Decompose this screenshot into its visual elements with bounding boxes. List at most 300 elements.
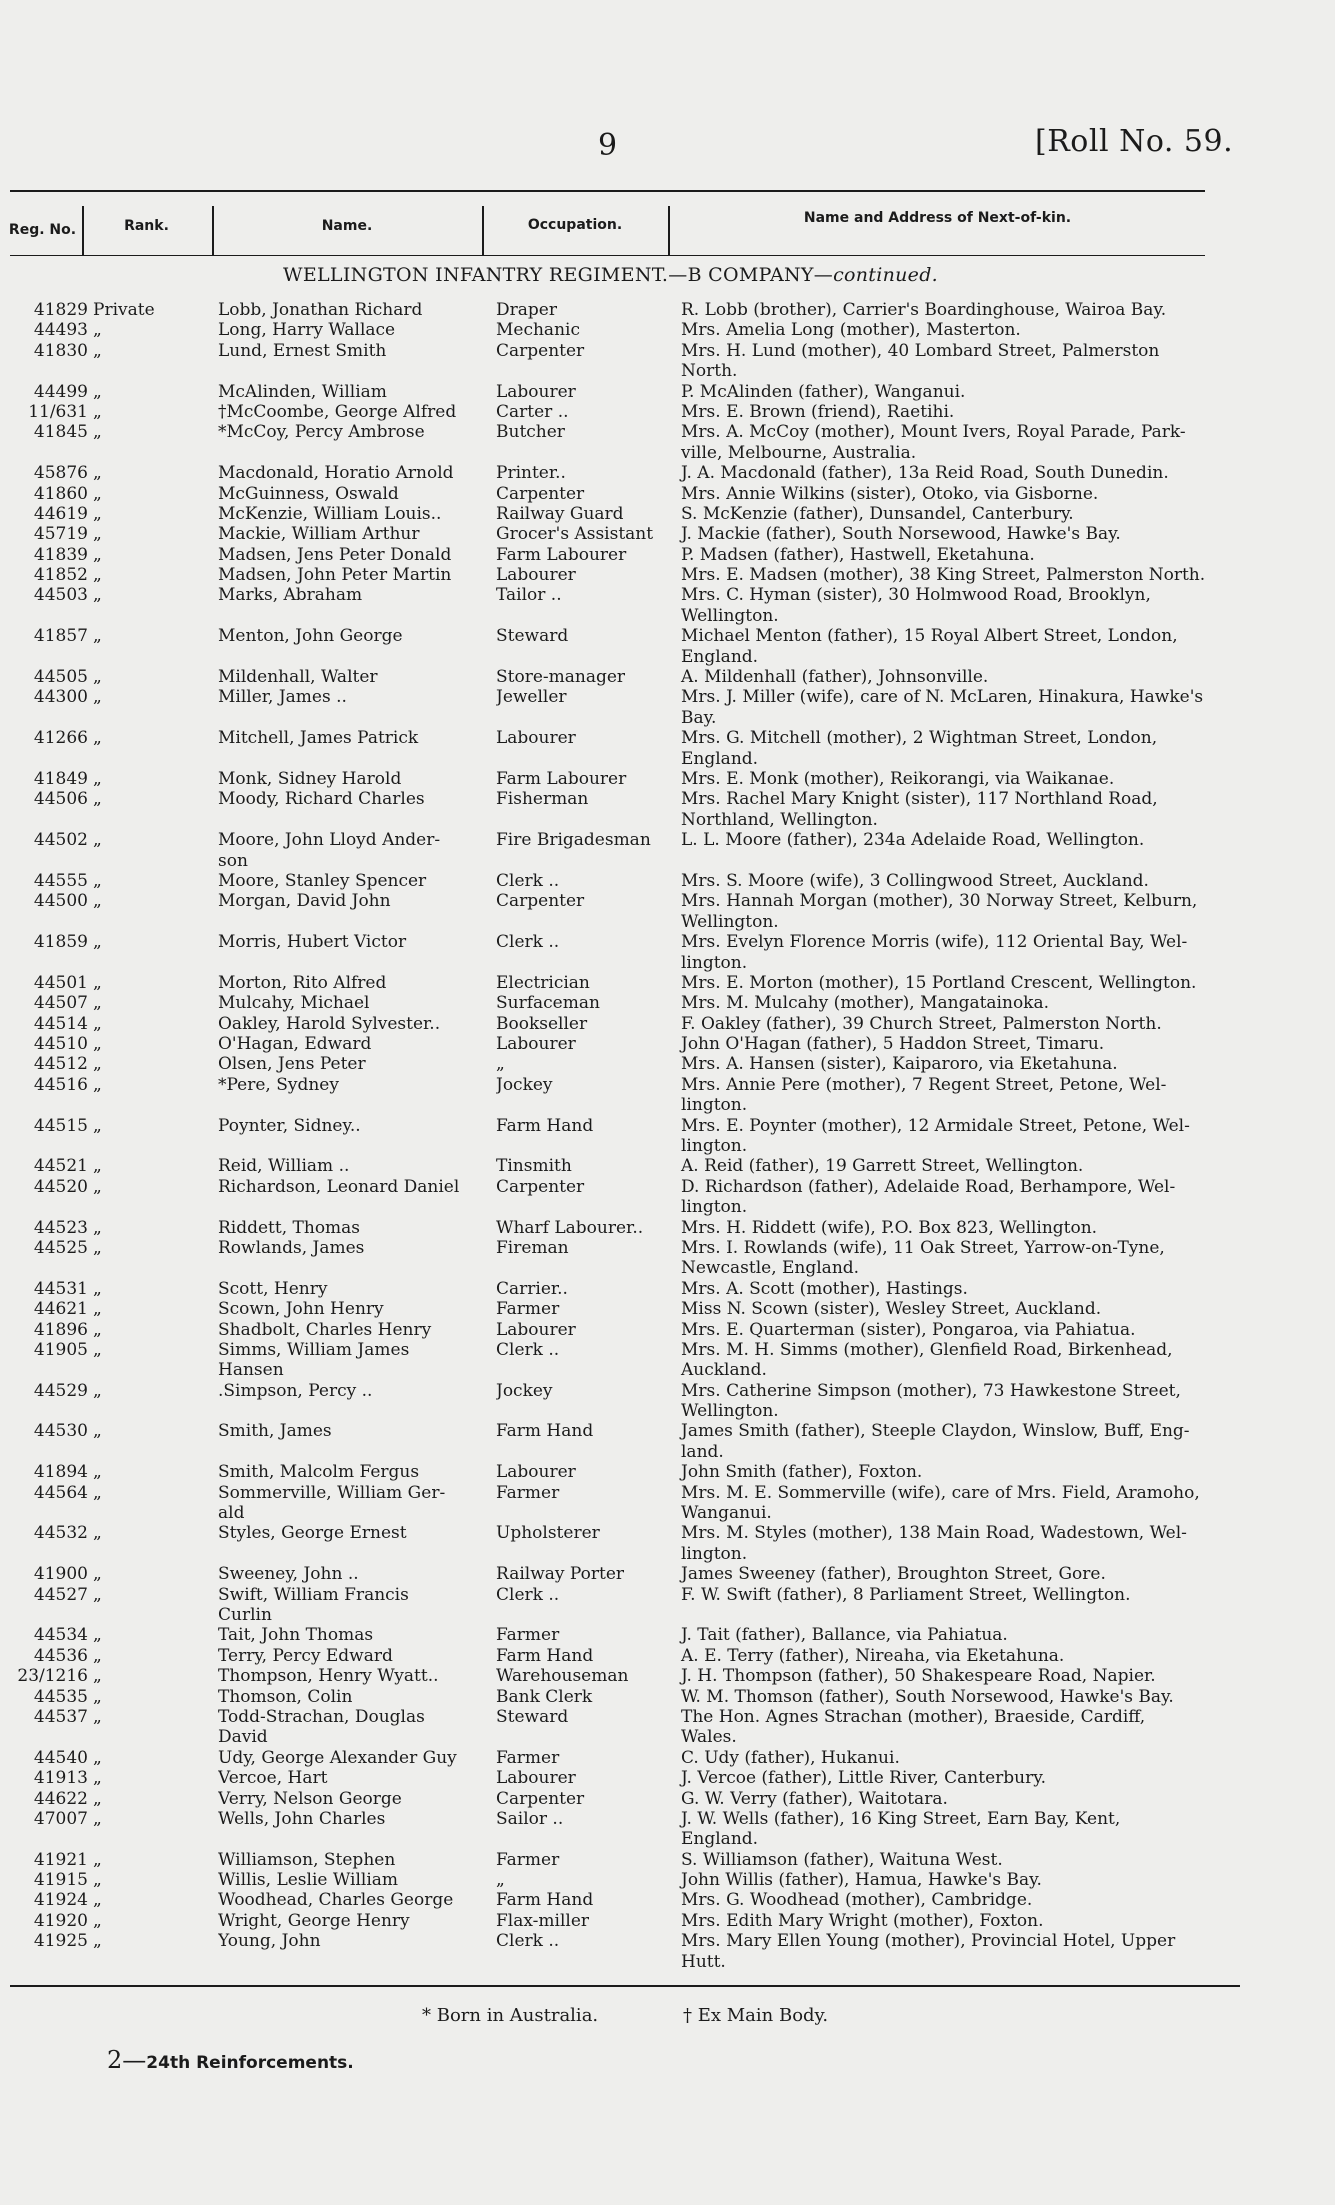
rank-cell: „ <box>93 463 102 484</box>
name-cell: Scott, Henry <box>218 1278 328 1299</box>
reg-no-cell: 41839 <box>33 544 88 565</box>
next-of-kin-cell: Mrs. M. H. Simms (mother), Glenfield Road, Birkenhead, <box>681 1339 1173 1360</box>
occupation-cell: Farm Labourer <box>496 544 627 565</box>
next-of-kin-cell: Mrs. I. Rowlands (wife), 11 Oak Street, Yarrow-on-Tyne, <box>681 1237 1165 1258</box>
next-of-kin-cell: Mrs. A. Hansen (sister), Kaiparoro, via Eketahuna. <box>681 1054 1118 1075</box>
rank-cell: „ <box>93 1788 102 1809</box>
roll-entry-row <box>0 1544 1335 1564</box>
rank-cell: „ <box>93 1013 102 1034</box>
reg-no-cell: 44515 <box>33 1115 88 1136</box>
reg-no-cell: 47007 <box>33 1808 88 1829</box>
rank-cell: „ <box>93 789 102 810</box>
next-of-kin-cell: F. Oakley (father), 39 Church Street, Palmerston North. <box>681 1013 1162 1034</box>
reg-no-cell: 44499 <box>33 381 88 402</box>
next-of-kin-cell: John Willis (father), Hamua, Hawke's Bay. <box>681 1870 1042 1891</box>
name-cell: Hansen <box>218 1360 284 1381</box>
roll-entry-row <box>0 1829 1335 1849</box>
next-of-kin-cell: Mrs. Evelyn Florence Morris (wife), 112 Oriental Bay, Wel- <box>681 932 1188 953</box>
reg-no-cell: 41266 <box>33 728 88 749</box>
next-of-kin-cell: Mrs. H. Riddett (wife), P.O. Box 823, Wellington. <box>681 1217 1098 1238</box>
name-cell: Tait, John Thomas <box>218 1625 374 1646</box>
roll-entry-row <box>0 1197 1335 1217</box>
next-of-kin-cell: Hutt. <box>681 1951 726 1972</box>
next-of-kin-cell: C. Udy (father), Hukanui. <box>681 1747 900 1768</box>
next-of-kin-cell: J. A. Macdonald (father), 13a Reid Road, South Dunedin. <box>681 463 1169 484</box>
rank-cell: „ <box>93 1706 102 1727</box>
reg-no-cell: 45719 <box>33 524 88 545</box>
roll-entry-row <box>0 443 1335 463</box>
reg-no-cell: 44521 <box>33 1156 88 1177</box>
occupation-cell: „ <box>496 1870 505 1891</box>
reg-no-cell: 23/1216 <box>17 1666 88 1687</box>
roll-entry-row <box>0 382 1335 402</box>
next-of-kin-cell: Mrs. M. E. Sommerville (wife), care of Mrs. Field, Aramoho, <box>681 1482 1200 1503</box>
reg-no-cell: 41925 <box>33 1931 88 1952</box>
occupation-cell: Draper <box>496 300 557 320</box>
rank-cell: „ <box>93 483 102 504</box>
reg-no-cell: 44501 <box>33 972 88 993</box>
name-cell: Mitchell, James Patrick <box>218 728 419 749</box>
roll-entry-row <box>0 667 1335 687</box>
rank-cell: „ <box>93 626 102 647</box>
column-header-next-of-kin: Name and Address of Next-of-kin. <box>803 210 1072 226</box>
rank-cell: „ <box>93 381 102 402</box>
roll-entry-row <box>0 1054 1335 1074</box>
name-cell: Mildenhall, Walter <box>218 667 378 688</box>
name-cell: David <box>218 1727 268 1748</box>
reg-no-cell: 44531 <box>33 1278 88 1299</box>
rank-cell: „ <box>93 585 102 606</box>
name-cell: Wright, George Henry <box>218 1910 410 1931</box>
occupation-cell: Tinsmith <box>496 1156 572 1177</box>
roll-entry-row <box>0 810 1335 830</box>
next-of-kin-cell: Mrs. Edith Mary Wright (mother), Foxton. <box>681 1910 1044 1931</box>
roll-entry-row <box>0 320 1335 340</box>
reg-no-cell: 41915 <box>33 1870 88 1891</box>
roll-entry-row <box>0 1136 1335 1156</box>
next-of-kin-cell: James Sweeney (father), Broughton Street, Gore. <box>681 1564 1106 1585</box>
occupation-cell: Tailor .. <box>496 585 562 606</box>
signature-dash: — <box>122 2046 147 2074</box>
next-of-kin-cell: Mrs. A. Scott (mother), Hastings. <box>681 1278 968 1299</box>
roll-entry-row <box>0 300 1335 320</box>
roll-entry-row <box>0 1177 1335 1197</box>
next-of-kin-cell: A. Reid (father), 19 Garrett Street, Wellington. <box>681 1156 1084 1177</box>
occupation-cell: Farmer <box>496 1299 560 1320</box>
name-cell: O'Hagan, Edward <box>218 1034 372 1055</box>
roll-entry-row <box>0 1299 1335 1319</box>
name-cell: Moore, John Lloyd Ander- <box>218 830 441 851</box>
next-of-kin-cell: Mrs. Rachel Mary Knight (sister), 117 Northland Road, <box>681 789 1158 810</box>
roll-entry-row <box>0 1911 1335 1931</box>
name-cell: Reid, William .. <box>218 1156 350 1177</box>
next-of-kin-cell: Wellington. <box>681 911 779 932</box>
rank-cell: „ <box>93 1564 102 1585</box>
rank-cell: „ <box>93 1380 102 1401</box>
roll-entry-row <box>0 626 1335 646</box>
name-cell: Lund, Ernest Smith <box>218 340 387 361</box>
rank-cell: „ <box>93 1156 102 1177</box>
reg-no-cell: 41913 <box>33 1768 88 1789</box>
name-cell: Marks, Abraham <box>218 585 363 606</box>
name-cell: Madsen, Jens Peter Donald <box>218 544 452 565</box>
name-cell: †McCoombe, George Alfred <box>218 401 457 422</box>
rank-cell: „ <box>93 320 102 341</box>
roll-entry-row <box>0 728 1335 748</box>
rank-cell: „ <box>93 667 102 688</box>
column-header-name: Name. <box>321 218 373 234</box>
next-of-kin-cell: ville, Melbourne, Australia. <box>681 442 917 463</box>
reg-no-cell: 41896 <box>33 1319 88 1340</box>
next-of-kin-cell: England. <box>681 646 759 667</box>
roll-entry-row <box>0 1666 1335 1686</box>
next-of-kin-cell: Mrs. G. Mitchell (mother), 2 Wightman Street, London, <box>681 728 1158 749</box>
occupation-cell: Carrier.. <box>496 1278 568 1299</box>
rank-cell: „ <box>93 687 102 708</box>
name-cell: Willis, Leslie William <box>218 1870 399 1891</box>
occupation-cell: Upholsterer <box>496 1523 600 1544</box>
name-cell: Wells, John Charles <box>218 1808 386 1829</box>
roll-entry-row <box>0 789 1335 809</box>
name-cell: Morton, Rito Alfred <box>218 972 387 993</box>
name-cell: Lobb, Jonathan Richard <box>218 300 423 320</box>
reg-no-cell: 44555 <box>33 870 88 891</box>
occupation-cell: Farm Labourer <box>496 768 627 789</box>
roll-entry-row <box>0 1014 1335 1034</box>
rank-cell: „ <box>93 1666 102 1687</box>
occupation-cell: Farmer <box>496 1747 560 1768</box>
next-of-kin-cell: A. Mildenhall (father), Johnsonville. <box>681 667 989 688</box>
next-of-kin-cell: Mrs. S. Moore (wife), 3 Collingwood Street, Auckland. <box>681 870 1149 891</box>
roll-entry-row <box>0 1442 1335 1462</box>
reg-no-cell: 44619 <box>33 503 88 524</box>
rank-cell: „ <box>93 728 102 749</box>
occupation-cell: Carpenter <box>496 1788 585 1809</box>
rank-cell: „ <box>93 1645 102 1666</box>
name-cell: Simms, William James <box>218 1339 410 1360</box>
occupation-cell: Sailor .. <box>496 1808 564 1829</box>
reg-no-cell: 41920 <box>33 1910 88 1931</box>
next-of-kin-cell: Mrs. E. Morton (mother), 15 Portland Crescent, Wellington. <box>681 972 1197 993</box>
occupation-cell: Farmer <box>496 1625 560 1646</box>
occupation-cell: Railway Porter <box>496 1564 625 1585</box>
rank-cell: „ <box>93 1421 102 1442</box>
section-title-suffix: continued. <box>833 264 939 286</box>
rank-cell: „ <box>93 1808 102 1829</box>
roll-entry-row <box>0 1483 1335 1503</box>
reg-no-cell: 44516 <box>33 1074 88 1095</box>
rank-cell: „ <box>93 1176 102 1197</box>
roll-entry-row <box>0 647 1335 667</box>
column-header-rank: Rank. <box>124 218 169 234</box>
roll-entry-row <box>0 1279 1335 1299</box>
next-of-kin-cell: S. Williamson (father), Waituna West. <box>681 1849 1003 1870</box>
next-of-kin-cell: Mrs. A. McCoy (mother), Mount Ivers, Royal Parade, Park- <box>681 422 1186 443</box>
roll-entry-row <box>0 932 1335 952</box>
occupation-cell: Bank Clerk <box>496 1686 593 1707</box>
name-cell: Vercoe, Hart <box>218 1768 328 1789</box>
next-of-kin-cell: D. Richardson (father), Adelaide Road, Berhampore, Wel- <box>681 1176 1176 1197</box>
roll-entry-row <box>0 1258 1335 1278</box>
rank-cell: „ <box>93 1074 102 1095</box>
name-cell: Shadbolt, Charles Henry <box>218 1319 432 1340</box>
next-of-kin-cell: Miss N. Scown (sister), Wesley Street, Auckland. <box>681 1299 1102 1320</box>
occupation-cell: Flax-miller <box>496 1910 590 1931</box>
next-of-kin-cell: Mrs. Annie Pere (mother), 7 Regent Street, Petone, Wel- <box>681 1074 1167 1095</box>
name-cell: *Pere, Sydney <box>218 1074 339 1095</box>
footnote-born-australia: * Born in Australia. <box>422 2005 599 2026</box>
roll-entry-row <box>0 912 1335 932</box>
reg-no-cell: 44523 <box>33 1217 88 1238</box>
rank-cell: „ <box>93 1217 102 1238</box>
occupation-cell: Grocer's Assistant <box>496 524 654 545</box>
occupation-cell: Warehouseman <box>496 1666 629 1687</box>
roll-entry-row <box>0 1503 1335 1523</box>
rank-cell: „ <box>93 1339 102 1360</box>
occupation-cell: Labourer <box>496 565 576 586</box>
roll-entry-row <box>0 1646 1335 1666</box>
reg-no-cell: 44507 <box>33 993 88 1014</box>
next-of-kin-cell: Wanganui. <box>681 1503 772 1524</box>
name-cell: Long, Harry Wallace <box>218 320 396 341</box>
name-cell: Miller, James .. <box>218 687 347 708</box>
next-of-kin-cell: Mrs. E. Madsen (mother), 38 King Street, Palmerston North. <box>681 565 1206 586</box>
name-cell: Sweeney, John .. <box>218 1564 359 1585</box>
roll-entry-row <box>0 1421 1335 1441</box>
rank-cell: „ <box>93 503 102 524</box>
roll-entry-row <box>0 1809 1335 1829</box>
footnote-ex-main-body: † Ex Main Body. <box>683 2005 829 2026</box>
next-of-kin-cell: Mrs. J. Miller (wife), care of N. McLaren, Hinakura, Hawke's <box>681 687 1204 708</box>
roll-entry-row <box>0 341 1335 361</box>
reg-no-cell: 44512 <box>33 1054 88 1075</box>
name-cell: Poynter, Sidney.. <box>218 1115 361 1136</box>
roll-entry-row <box>0 1340 1335 1360</box>
roll-entry-row <box>0 361 1335 381</box>
roll-number: [Roll No. 59. <box>1035 124 1234 159</box>
roll-entry-row <box>0 953 1335 973</box>
occupation-cell: Clerk .. <box>496 932 560 953</box>
next-of-kin-cell: L. L. Moore (father), 234a Adelaide Road, Wellington. <box>681 830 1145 851</box>
rank-cell: „ <box>93 1237 102 1258</box>
roll-entry-row <box>0 1890 1335 1910</box>
signature-line <box>107 2046 354 2074</box>
next-of-kin-cell: England. <box>681 748 759 769</box>
roll-entry-row <box>0 1952 1335 1972</box>
next-of-kin-cell: Mrs. M. Styles (mother), 138 Main Road, Wadestown, Wel- <box>681 1523 1187 1544</box>
next-of-kin-cell: J. Tait (father), Ballance, via Pahiatua. <box>681 1625 1008 1646</box>
next-of-kin-cell: R. Lobb (brother), Carrier's Boardinghouse, Wairoa Bay. <box>681 300 1167 320</box>
reg-no-cell: 41921 <box>33 1849 88 1870</box>
reg-no-cell: 41857 <box>33 626 88 647</box>
roll-entry-row <box>0 973 1335 993</box>
next-of-kin-cell: Wales. <box>681 1727 737 1748</box>
next-of-kin-cell: P. Madsen (father), Hastwell, Eketahuna. <box>681 544 1035 565</box>
occupation-cell: Fireman <box>496 1237 569 1258</box>
next-of-kin-cell: Mrs. E. Brown (friend), Raetihi. <box>681 401 955 422</box>
column-header-occupation: Occupation. <box>527 217 623 233</box>
name-cell: Mulcahy, Michael <box>218 993 370 1014</box>
occupation-cell: Farm Hand <box>496 1115 594 1136</box>
roll-entry-row <box>0 830 1335 850</box>
roll-entry-row <box>0 1034 1335 1054</box>
roll-entry-row <box>0 484 1335 504</box>
next-of-kin-cell: Mrs. C. Hyman (sister), 30 Holmwood Road, Brooklyn, <box>681 585 1151 606</box>
reg-no-cell: 41849 <box>33 768 88 789</box>
roll-entry-row <box>0 1605 1335 1625</box>
rank-cell: „ <box>93 1115 102 1136</box>
name-cell: McGuinness, Oswald <box>218 483 399 504</box>
roll-entry-row <box>0 565 1335 585</box>
rank-cell: „ <box>93 1931 102 1952</box>
roll-entry-row <box>0 851 1335 871</box>
footer-rule <box>10 1985 1240 1987</box>
reg-no-cell: 44621 <box>33 1299 88 1320</box>
name-cell: Scown, John Henry <box>218 1299 384 1320</box>
occupation-cell: Carpenter <box>496 340 585 361</box>
reg-no-cell: 44540 <box>33 1747 88 1768</box>
reg-no-cell: 44529 <box>33 1380 88 1401</box>
roll-entry-row <box>0 1320 1335 1340</box>
section-title <box>283 264 938 286</box>
occupation-cell: Store-manager <box>496 667 626 688</box>
roll-entry-row <box>0 402 1335 422</box>
name-cell: Olsen, Jens Peter <box>218 1054 366 1075</box>
reg-no-cell: 44537 <box>33 1706 88 1727</box>
rank-cell: „ <box>93 993 102 1014</box>
occupation-cell: Butcher <box>496 422 565 443</box>
roll-entry-row <box>0 1218 1335 1238</box>
next-of-kin-cell: F. W. Swift (father), 8 Parliament Street, Wellington. <box>681 1584 1131 1605</box>
reg-no-cell: 41905 <box>33 1339 88 1360</box>
reg-no-cell: 44505 <box>33 667 88 688</box>
next-of-kin-cell: Mrs. E. Poynter (mother), 12 Armidale Street, Petone, Wel- <box>681 1115 1190 1136</box>
reg-no-cell: 44532 <box>33 1523 88 1544</box>
next-of-kin-cell: lington. <box>681 1197 748 1218</box>
next-of-kin-cell: Bay. <box>681 707 717 728</box>
header-top-rule <box>10 190 1205 192</box>
reg-no-cell: 41860 <box>33 483 88 504</box>
reg-no-cell: 41829 <box>33 300 88 320</box>
occupation-cell: Labourer <box>496 1768 576 1789</box>
roll-entry-row <box>0 1585 1335 1605</box>
occupation-cell: Labourer <box>496 1034 576 1055</box>
next-of-kin-cell: P. McAlinden (father), Wanganui. <box>681 381 966 402</box>
name-cell: Mackie, William Arthur <box>218 524 420 545</box>
occupation-cell: Farm Hand <box>496 1890 594 1911</box>
name-cell: Rowlands, James <box>218 1237 365 1258</box>
rank-cell: „ <box>93 1278 102 1299</box>
next-of-kin-cell: lington. <box>681 1095 748 1116</box>
next-of-kin-cell: lington. <box>681 952 748 973</box>
reg-no-cell: 41830 <box>33 340 88 361</box>
page-number: 9 <box>598 128 618 163</box>
occupation-cell: Steward <box>496 1706 569 1727</box>
name-cell: McKenzie, William Louis.. <box>218 503 442 524</box>
name-cell: Thomson, Colin <box>218 1686 353 1707</box>
reg-no-cell: 44530 <box>33 1421 88 1442</box>
name-cell: Riddett, Thomas <box>218 1217 361 1238</box>
reg-no-cell: 11/631 <box>28 401 88 422</box>
rank-cell: „ <box>93 1768 102 1789</box>
roll-entry-row <box>0 545 1335 565</box>
occupation-cell: Jeweller <box>496 687 567 708</box>
occupation-cell: „ <box>496 1054 505 1075</box>
next-of-kin-cell: Michael Menton (father), 15 Royal Albert Street, London, <box>681 626 1178 647</box>
name-cell: Thompson, Henry Wyatt.. <box>218 1666 439 1687</box>
rank-cell: Private <box>93 300 155 320</box>
reg-no-cell: 44534 <box>33 1625 88 1646</box>
roll-entry-row <box>0 1727 1335 1747</box>
rank-cell: „ <box>93 1910 102 1931</box>
rank-cell: „ <box>93 1849 102 1870</box>
roll-entry-row <box>0 1870 1335 1890</box>
next-of-kin-cell: Mrs. Hannah Morgan (mother), 30 Norway Street, Kelburn, <box>681 891 1198 912</box>
rank-cell: „ <box>93 1625 102 1646</box>
name-cell: .Simpson, Percy .. <box>218 1380 373 1401</box>
roll-entry-row <box>0 891 1335 911</box>
name-cell: Verry, Nelson George <box>218 1788 402 1809</box>
name-cell: Menton, John George <box>218 626 403 647</box>
reg-no-cell: 44300 <box>33 687 88 708</box>
occupation-cell: Surfaceman <box>496 993 600 1014</box>
rank-cell: „ <box>93 1890 102 1911</box>
roll-entry-row <box>0 871 1335 891</box>
name-cell: Moody, Richard Charles <box>218 789 425 810</box>
roll-entry-row <box>0 606 1335 626</box>
name-cell: McAlinden, William <box>218 381 387 402</box>
rank-cell: „ <box>93 1482 102 1503</box>
rank-cell: „ <box>93 1523 102 1544</box>
next-of-kin-cell: J. Mackie (father), South Norsewood, Hawke's Bay. <box>681 524 1121 545</box>
roll-entry-row <box>0 1687 1335 1707</box>
reg-no-cell: 44525 <box>33 1237 88 1258</box>
occupation-cell: Farm Hand <box>496 1645 594 1666</box>
rank-cell: „ <box>93 1034 102 1055</box>
rank-cell: „ <box>93 768 102 789</box>
name-cell: Terry, Percy Edward <box>218 1645 393 1666</box>
next-of-kin-cell: Mrs. E. Monk (mother), Reikorangi, via Waikanae. <box>681 768 1115 789</box>
next-of-kin-cell: Wellington. <box>681 605 779 626</box>
occupation-cell: Labourer <box>496 728 576 749</box>
rank-cell: „ <box>93 891 102 912</box>
occupation-cell: Farm Hand <box>496 1421 594 1442</box>
roll-entry-row <box>0 1625 1335 1645</box>
rank-cell: „ <box>93 1299 102 1320</box>
occupation-cell: Wharf Labourer.. <box>496 1217 644 1238</box>
occupation-cell: Clerk .. <box>496 1339 560 1360</box>
next-of-kin-cell: Mrs. E. Quarterman (sister), Pongaroa, via Pahiatua. <box>681 1319 1136 1340</box>
occupation-cell: Clerk .. <box>496 1931 560 1952</box>
occupation-cell: Steward <box>496 626 569 647</box>
name-cell: Curlin <box>218 1605 272 1625</box>
next-of-kin-cell: lington. <box>681 1136 748 1157</box>
name-cell: Madsen, John Peter Martin <box>218 565 452 586</box>
next-of-kin-cell: John Smith (father), Foxton. <box>681 1462 923 1483</box>
roll-entry-row <box>0 708 1335 728</box>
reg-no-cell: 41852 <box>33 565 88 586</box>
rank-cell: „ <box>93 830 102 851</box>
reg-no-cell: 44622 <box>33 1788 88 1809</box>
roll-entry-row <box>0 1116 1335 1136</box>
occupation-cell: Carpenter <box>496 483 585 504</box>
next-of-kin-cell: G. W. Verry (father), Waitotara. <box>681 1788 948 1809</box>
next-of-kin-cell: Mrs. G. Woodhead (mother), Cambridge. <box>681 1890 1033 1911</box>
name-cell: Morris, Hubert Victor <box>218 932 407 953</box>
name-cell: Smith, James <box>218 1421 332 1442</box>
occupation-cell: Railway Guard <box>496 503 624 524</box>
roll-entry-row <box>0 769 1335 789</box>
